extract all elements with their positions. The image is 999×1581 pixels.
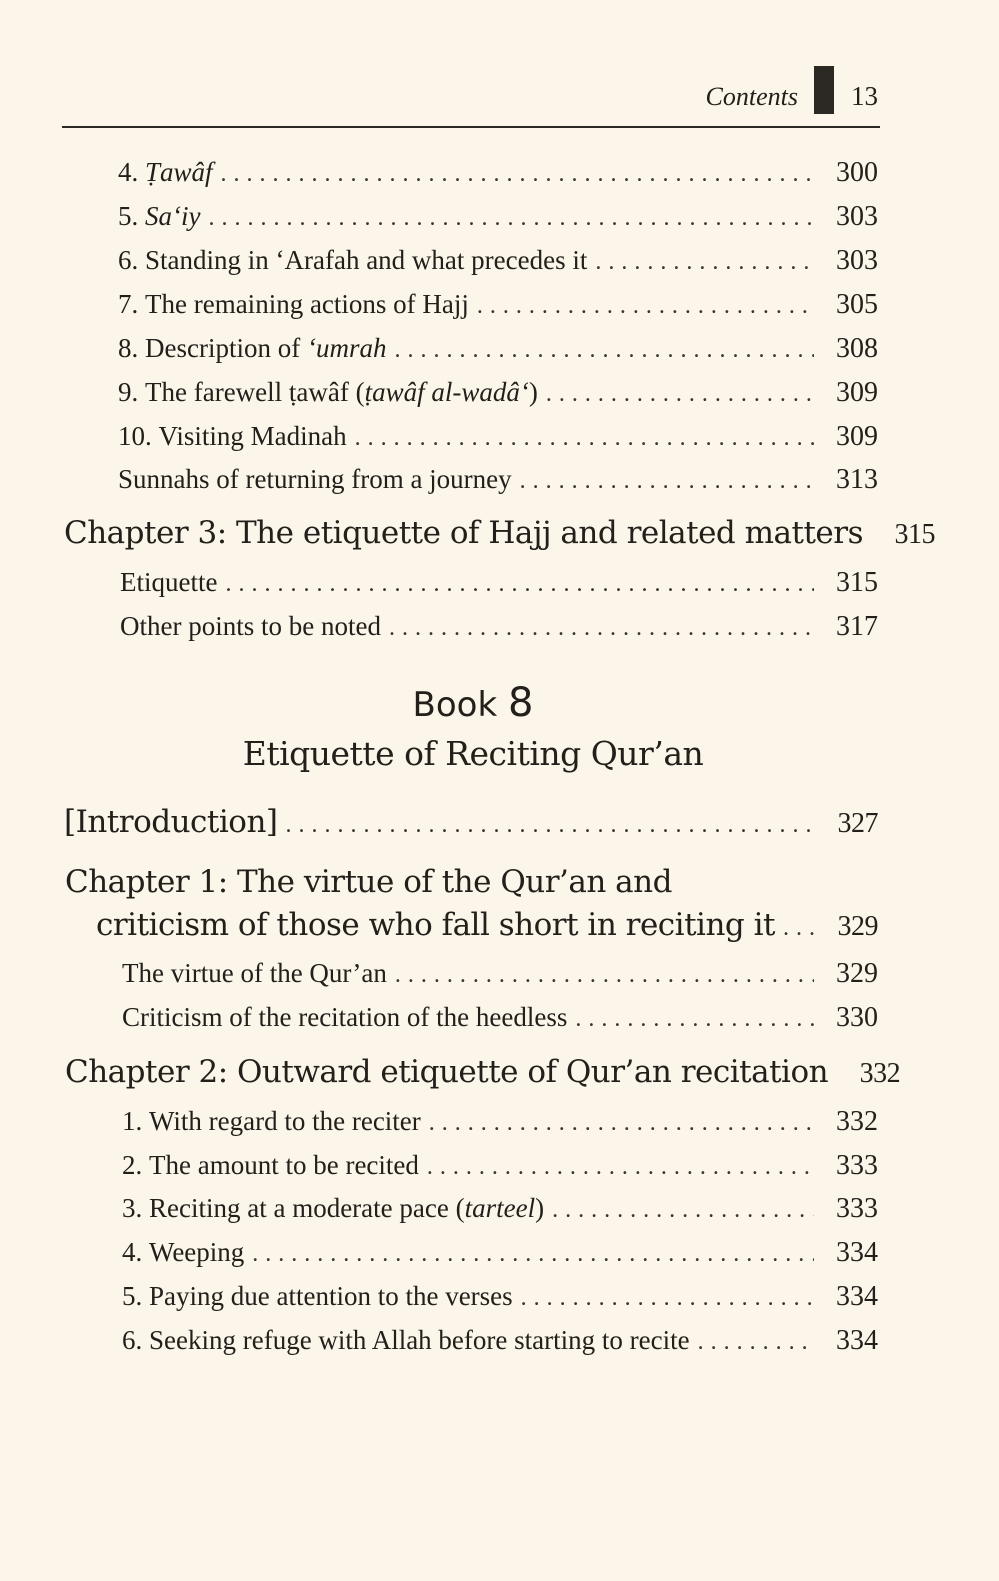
entry-page: 333 [836,1193,878,1224]
chapter-page: 315 [894,519,935,550]
entry-title: Weeping [149,1237,245,1267]
toc-entry[interactable] [118,377,878,409]
entry-number: 5. [122,1281,143,1311]
toc-chapter[interactable] [65,1054,901,1090]
toc-entry[interactable] [122,1150,878,1182]
entry-page: 309 [836,421,878,452]
toc-entry[interactable] [122,958,878,990]
dot-leader [200,206,814,230]
dot-leader [512,469,814,493]
entry-number: 5. [118,201,139,231]
toc-entry[interactable] [122,1237,878,1269]
entry-number: 2. [122,1150,143,1180]
page-number: 13 [851,81,878,111]
entry-page: 309 [836,377,878,408]
dot-leader [863,524,871,548]
chapter-title-line1[interactable]: Chapter 1: The virtue of the Qur’an and [65,864,672,900]
book-title: Etiquette of Reciting Qur’an [242,734,704,773]
entry-title: Criticism of the recitation of the heedless [122,1002,568,1032]
entry-number: 6. [122,1325,143,1355]
entry-title: Description of [145,333,307,363]
toc-entry[interactable] [118,333,878,365]
entry-page: 333 [836,1150,878,1181]
toc-entry[interactable] [118,245,878,277]
chapter-title: [Introduction] [64,804,278,840]
dot-leader [567,1007,814,1031]
entry-number: 4. [122,1237,143,1267]
page-header [62,66,880,128]
entry-title: Reciting at a moderate pace ( [149,1193,465,1223]
entry-title: Sunnahs of returning from a journey [118,464,512,494]
entry-number: 8. [118,333,139,363]
dot-leader [217,572,814,596]
dot-leader [828,1063,836,1087]
toc-entry[interactable] [118,289,878,321]
entry-title: With regard to the reciter [149,1106,421,1136]
entry-number: 9. [118,377,139,407]
entry-title: Paying due attention to the verses [149,1281,513,1311]
entry-page: 303 [836,201,878,232]
entry-page: 330 [836,1002,878,1033]
entry-page: 308 [836,333,878,364]
entry-title: The virtue of the Qur’an [122,958,387,988]
entry-page: 315 [836,567,878,598]
entry-title-italic: ‘umrah [306,333,387,363]
dot-leader [469,294,814,318]
entry-title: Standing in ‘Arafah and what precedes it [145,245,588,275]
dot-leader [513,1286,814,1310]
entry-page: 300 [836,157,878,188]
entry-title-italic: tarteel [464,1193,536,1223]
entry-title: Other points to be noted [120,611,381,641]
entry-number: 1. [122,1106,143,1136]
toc-entry[interactable] [118,201,878,233]
entry-title-after: ) [528,377,538,407]
chapter-page: 329 [837,911,878,942]
chapter-title: Chapter 2: Outward etiquette of Qur’an recitation [65,1054,829,1090]
entry-page: 334 [836,1237,878,1268]
dot-leader [421,1111,814,1135]
toc-entry[interactable] [122,1281,878,1313]
dot-leader [244,1242,814,1266]
toc-entry[interactable] [118,464,878,496]
entry-page: 334 [836,1281,878,1312]
book-word: Book [412,685,498,725]
toc-entry[interactable] [122,1002,878,1034]
dot-leader [381,616,814,640]
entry-number: 7. [118,289,139,319]
dot-leader [587,250,814,274]
entry-page: 313 [836,464,878,495]
entry-page: 332 [836,1106,878,1137]
dot-leader [419,1155,814,1179]
entry-title: Visiting Madinah [158,421,347,451]
entry-title: Seeking refuge with Allah before starting to recite [149,1325,690,1355]
entry-number: 10. [118,421,152,451]
dot-leader [690,1330,814,1354]
entry-title-italic: ṭawâf al-wadâ‘ [364,377,529,407]
toc-entry[interactable] [118,421,878,453]
chapter-page: 327 [837,808,878,839]
entry-number: 4. [118,157,139,187]
toc-entry[interactable] [122,1193,878,1225]
dot-leader [386,338,814,362]
entry-title: The farewell ṭawâf ( [145,377,365,407]
entry-number: 3. [122,1193,143,1223]
entry-title: The amount to be recited [149,1150,419,1180]
chapter-title: Chapter 3: The etiquette of Hajj and related matters [64,515,863,551]
entry-page: 305 [836,289,878,320]
entry-page: 317 [836,611,878,642]
chapter-page: 332 [859,1058,901,1089]
entry-page: 329 [836,958,878,989]
book-label [0,680,946,726]
thumb-tab-mark [814,66,834,114]
chapter-title-line2: criticism of those who fall short in reciting it [96,907,775,943]
entry-title: The remaining actions of Hajj [145,289,469,319]
dot-leader [538,382,814,406]
dot-leader [347,426,814,450]
entry-page: 334 [836,1325,878,1356]
dot-leader [213,162,814,186]
entry-number: 6. [118,245,139,275]
dot-leader [387,963,814,987]
dot-leader [775,916,814,940]
running-head: Contents [705,82,798,111]
dot-leader [544,1198,814,1222]
entry-title: Etiquette [120,567,218,597]
entry-title-after: ) [535,1193,545,1223]
toc-entry[interactable] [120,611,878,643]
toc-chapter[interactable] [64,515,935,551]
toc-entry[interactable] [120,567,878,599]
entry-title: Ṭawâf [145,157,213,187]
entry-title: Sa‘iy [145,201,201,231]
book-number: 8 [507,680,534,726]
toc-entry[interactable] [118,157,878,189]
toc-entry[interactable] [122,1106,878,1138]
toc-entry[interactable] [122,1325,878,1357]
toc-chapter[interactable] [64,804,878,840]
entry-page: 303 [836,245,878,276]
toc-chapter[interactable] [96,907,878,943]
dot-leader [278,813,814,837]
